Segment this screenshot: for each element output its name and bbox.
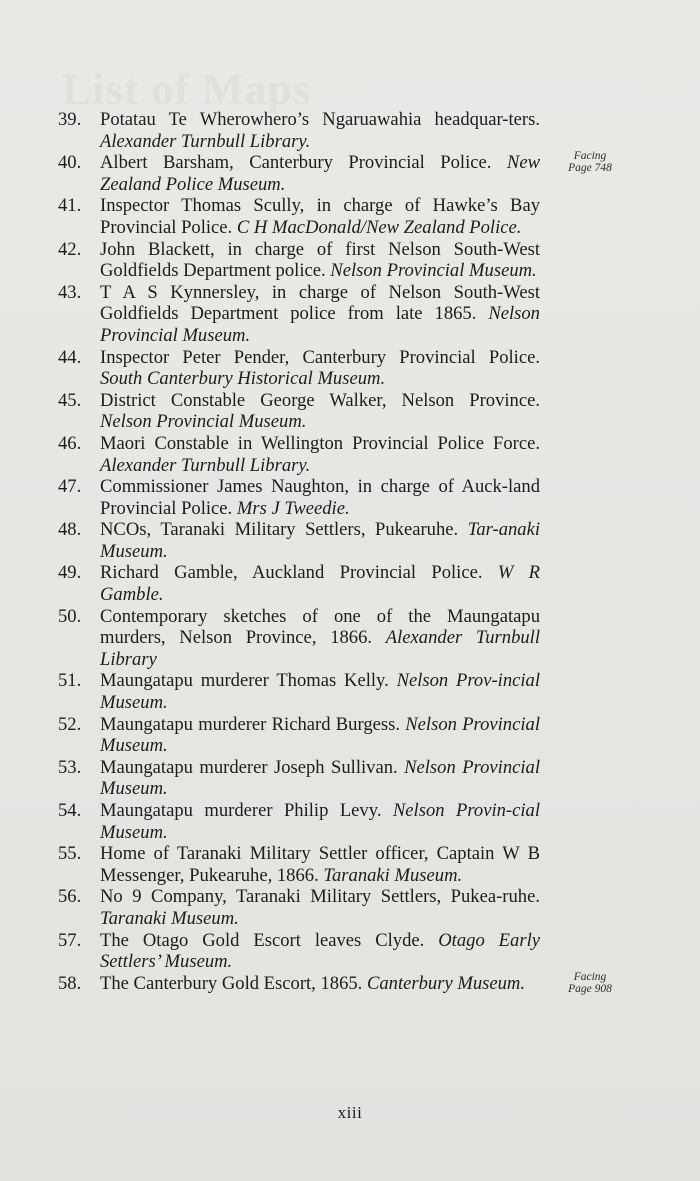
- item-caption: Inspector Thomas Scully, in charge of Hawke’s Bay Provincial Police.: [100, 195, 540, 238]
- item-number: 56.: [58, 886, 82, 908]
- item-number: 53.: [58, 756, 82, 778]
- list-item: [58, 670, 540, 713]
- item-caption: Maungatapu murderer Joseph Sullivan.: [100, 756, 398, 778]
- list-item: [58, 433, 540, 476]
- item-number: 42.: [58, 238, 82, 260]
- list-item: [58, 714, 540, 757]
- item-source: Nelson Provincial Museum.: [100, 303, 540, 346]
- item-number: 49.: [58, 562, 82, 584]
- list-item: [58, 562, 540, 605]
- item-source: Nelson Provincial Museum.: [100, 411, 307, 433]
- list-item: [58, 843, 540, 886]
- item-source: New Zealand Police Museum.: [100, 152, 540, 195]
- item-source: Alexander Turnbull Library.: [100, 130, 311, 152]
- item-source: C H MacDonald/New Zealand Police.: [236, 216, 522, 238]
- list-item: [58, 930, 540, 973]
- item-caption: Maungatapu murderer Richard Burgess.: [100, 713, 400, 735]
- list-item: [58, 239, 540, 282]
- item-caption: Commissioner James Naughton, in charge of Auck-land Provincial Police.: [100, 476, 540, 519]
- item-source: Nelson Provin-cial Museum.: [100, 800, 540, 843]
- item-source: Alexander Turnbull Library: [100, 627, 540, 670]
- item-number: 43.: [58, 281, 82, 303]
- facing-label: Facing: [573, 971, 607, 983]
- item-caption: Maori Constable in Wellington Provincial Police Force.: [100, 432, 540, 454]
- item-number: 48.: [58, 519, 82, 541]
- list-item: [58, 282, 540, 347]
- item-number: 39.: [58, 109, 82, 130]
- item-source: Otago Early Settlers’ Museum.: [100, 929, 540, 973]
- item-source: South Canterbury Historical Museum.: [100, 368, 386, 390]
- item-caption: T A S Kynnersley, in charge of Nelson South-West Goldfields Department police from late 1865.: [100, 281, 540, 325]
- item-caption: Inspector Peter Pender, Canterbury Provincial Police.: [100, 346, 540, 368]
- item-number: 52.: [58, 713, 82, 735]
- item-caption: Maungatapu murderer Philip Levy.: [100, 800, 382, 821]
- item-source: Taranaki Museum.: [100, 907, 239, 929]
- show-through-text: [62, 64, 311, 115]
- facing-page-note: [562, 971, 618, 995]
- item-source: Canterbury Museum.: [366, 972, 526, 994]
- item-number: 47.: [58, 476, 82, 498]
- item-caption: No 9 Company, Taranaki Military Settlers, Pukea-ruhe.: [100, 886, 540, 908]
- item-number: 58.: [58, 972, 82, 994]
- item-number: 46.: [58, 432, 82, 454]
- facing-page-note: [562, 150, 618, 174]
- item-source: Nelson Provincial Museum.: [100, 756, 540, 800]
- facing-page-number: Page 908: [568, 983, 612, 995]
- facing-page-number: Page 748: [568, 162, 612, 174]
- item-caption: The Canterbury Gold Escort, 1865.: [100, 972, 363, 994]
- item-source: Tar-anaki Museum.: [100, 519, 540, 562]
- item-number: 40.: [58, 152, 82, 174]
- item-caption: Contemporary sketches of one of the Maungatapu murders, Nelson Province, 1866.: [100, 605, 540, 649]
- list-item: [58, 800, 540, 843]
- item-caption: John Blackett, in charge of first Nelson South-West Goldfields Department police.: [100, 238, 540, 282]
- facing-label: Facing: [573, 150, 607, 162]
- item-source: Alexander Turnbull Library.: [100, 454, 311, 476]
- item-number: 55.: [58, 843, 82, 865]
- list-item: [58, 476, 540, 519]
- item-caption: Richard Gamble, Auckland Provincial Police.: [100, 562, 483, 584]
- list-item: [58, 606, 540, 671]
- item-number: 44.: [58, 346, 82, 368]
- page-folio: xiii: [337, 1103, 363, 1122]
- list-item: [58, 886, 540, 929]
- item-source: Nelson Prov-incial Museum.: [100, 670, 540, 714]
- item-number: 57.: [58, 929, 82, 951]
- item-number: 45.: [58, 389, 82, 411]
- list-item: [58, 973, 540, 995]
- item-caption: The Otago Gold Escort leaves Clyde.: [100, 929, 425, 951]
- item-source: W R Gamble.: [100, 562, 540, 606]
- item-caption: District Constable George Walker, Nelson Province.: [100, 389, 540, 411]
- item-number: 54.: [58, 800, 82, 821]
- item-caption: Home of Taranaki Military Settler officer, Captain W B Messenger, Pukearuhe, 1866.: [100, 843, 540, 886]
- item-caption: Maungatapu murderer Thomas Kelly.: [100, 670, 389, 692]
- list-item: [58, 152, 540, 195]
- list-item: [58, 757, 540, 800]
- item-caption: NCOs, Taranaki Military Settlers, Pukearuhe.: [100, 519, 459, 541]
- illustrations-list: [58, 109, 540, 994]
- list-item: [58, 390, 540, 433]
- list-item: [58, 347, 540, 390]
- list-item: [58, 109, 540, 152]
- item-number: 51.: [58, 670, 82, 692]
- item-number: 50.: [58, 605, 82, 627]
- item-caption: Potatau Te Wherowhero’s Ngaruawahia headquar-ters.: [100, 109, 540, 130]
- item-number: 41.: [58, 195, 82, 217]
- item-source: Nelson Provincial Museum.: [330, 260, 537, 282]
- item-source: Mrs J Tweedie.: [236, 497, 350, 519]
- item-source: Taranaki Museum.: [323, 864, 463, 886]
- item-source: Nelson Provincial Museum.: [100, 713, 540, 757]
- list-item: [58, 195, 540, 238]
- item-caption: Albert Barsham, Canterbury Provincial Police.: [100, 152, 492, 174]
- list-item: [58, 519, 540, 562]
